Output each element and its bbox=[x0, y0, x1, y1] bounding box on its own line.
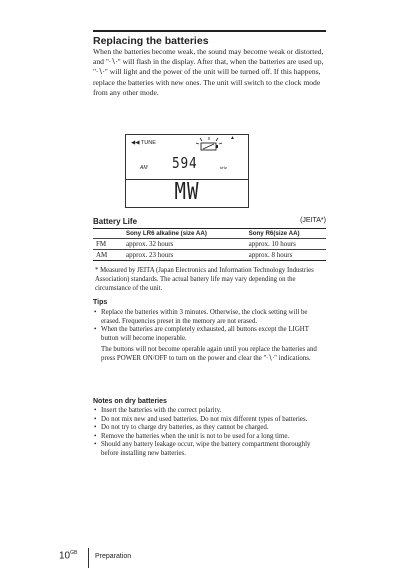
tune-indicator: ◀◀ TUNE bbox=[131, 140, 156, 146]
table-row bbox=[93, 250, 326, 261]
list-item: • Should any battery leakage occur, wipe the battery compartment thoroughly before installing new batteries. bbox=[94, 441, 311, 457]
heading-rule bbox=[93, 30, 326, 32]
list-item-text: Should any battery leakage occur, wipe the battery compartment thoroughly before installing new batteries. bbox=[101, 441, 311, 457]
list-item-text: Insert the batteries with the correct polarity. bbox=[101, 407, 222, 414]
list-item-text: When the batteries are completely exhausted, all buttons except the LIGHT button will become inoperable. bbox=[101, 326, 309, 342]
table-header-row bbox=[93, 229, 326, 239]
list-item: • When the batteries are completely exhausted, all buttons except the LIGHT button will become inoperable. bbox=[94, 326, 309, 342]
list-item-text: Do not mix new and used batteries. Do not mix different types of batteries. bbox=[101, 415, 308, 423]
list-item-text: Remove the batteries when the unit is not to be used for a long time. bbox=[101, 432, 290, 440]
page-number-value: 10 bbox=[59, 550, 71, 562]
tip-continuation: The buttons will not become operable again until you replace the batteries and press POWER ON/OFF to turn on the power and clear the "∙∖∙" indications. bbox=[101, 346, 317, 362]
indicator-triangle-icon: ▲ bbox=[230, 136, 235, 141]
band-indicator: AM bbox=[140, 165, 148, 171]
battery-life-standard: (JEITA*) bbox=[300, 217, 326, 224]
footer-divider bbox=[88, 548, 89, 568]
list-item: • Do not mix new and used batteries. Do not mix different types of batteries. bbox=[94, 415, 308, 423]
notes-list bbox=[93, 407, 326, 459]
section-label: Preparation bbox=[95, 553, 132, 560]
battery-life-table bbox=[93, 229, 326, 261]
page-heading: Replacing the batteries bbox=[93, 35, 209, 47]
table-header-cell bbox=[93, 229, 123, 239]
battery-life-title: Battery Life bbox=[93, 217, 138, 226]
band-readout: MW bbox=[174, 178, 200, 206]
notes-title: Notes on dry batteries bbox=[93, 398, 167, 405]
list-item-text: Replace the batteries within 3 minutes. Otherwise, the clock setting will be erased. Frequencies preset in the memory are not erased. bbox=[101, 309, 308, 325]
tips-title: Tips bbox=[93, 299, 108, 306]
list-item-text: Do not try to charge dry batteries, as they cannot be charged. bbox=[101, 424, 269, 432]
frequency-unit: kHz bbox=[220, 165, 227, 170]
page-number bbox=[59, 550, 77, 561]
table-cell: approx. 8 hours bbox=[246, 250, 326, 261]
table-header-cell: Sony LR6 alkaline (size AA) bbox=[123, 229, 246, 239]
table-cell: AM bbox=[93, 250, 123, 261]
tune-label: TUNE bbox=[140, 140, 156, 146]
table-cell: approx. 10 hours bbox=[246, 239, 326, 250]
list-item: • Replace the batteries within 3 minutes. Otherwise, the clock setting will be erased. Frequencies preset in the memory are not erased. bbox=[94, 309, 308, 325]
footnote: * Measured by JEITA (Japan Electronics and Information Technology Industries Association) standards. The actual battery life may vary depending on the circumstance of the unit. bbox=[95, 267, 314, 292]
list-item: • Do not try to charge dry batteries, as they cannot be charged. bbox=[94, 424, 269, 432]
radio-display-illustration bbox=[125, 134, 249, 180]
tips-list bbox=[93, 309, 326, 343]
table-header-cell: Sony R6(size AA) bbox=[246, 229, 326, 239]
table-row bbox=[93, 239, 326, 250]
table-cell: FM bbox=[93, 239, 123, 250]
page-number-suffix: GB bbox=[70, 550, 78, 556]
frequency-readout: 594 bbox=[172, 154, 198, 172]
band-display bbox=[125, 178, 249, 208]
list-item: • Insert the batteries with the correct polarity. bbox=[94, 407, 222, 414]
list-item: • Remove the batteries when the unit is not to be used for a long time. bbox=[94, 432, 290, 440]
battery-icon bbox=[194, 137, 224, 160]
intro-paragraph: When the batteries become weak, the sound may become weak or distorted, and "∙∖∙" will flash in the display. After that, when the batteries are used up, "∙∖∙" will light and the power of the unit will be turned off. If this happens, replace the batteries with new ones. The unit will switch to the clock mode from any other mode. bbox=[93, 47, 324, 97]
table-cell: approx. 23 hours bbox=[123, 250, 246, 261]
table-cell: approx. 32 hours bbox=[123, 239, 246, 250]
